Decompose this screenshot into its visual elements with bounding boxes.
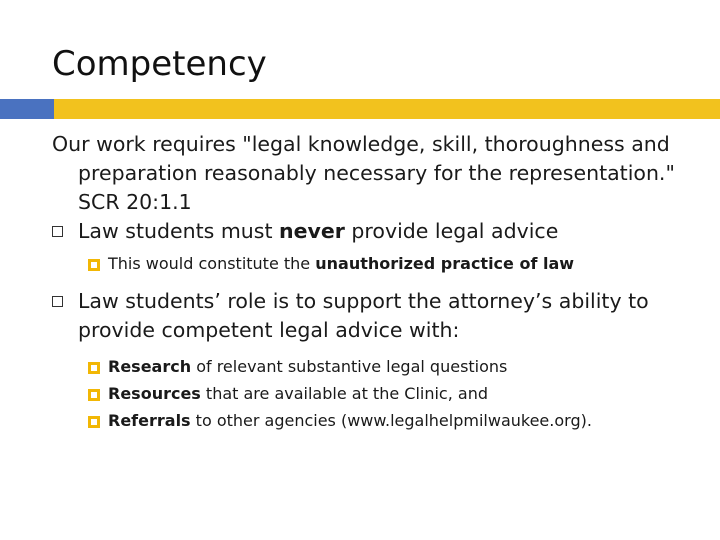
title-rule-blue (0, 99, 54, 119)
slide-body (52, 130, 692, 432)
square-bullet-icon (88, 259, 100, 271)
square-bullet-icon (88, 362, 100, 374)
square-bullet-icon (88, 389, 100, 401)
bullet-student-role (52, 287, 692, 345)
sub-bullet-text-before: This would constitute the (108, 254, 316, 273)
square-bullet-icon (88, 416, 100, 428)
sub-bullet-research (52, 355, 692, 378)
bullet-text-after: provide legal advice (344, 219, 559, 243)
sub-bullet-text-bold: unauthorized practice of law (315, 254, 575, 273)
bullet-text-before: Law students must (78, 219, 280, 243)
sub-bullet-rest: to other agencies (www.legalhelpmilwaukee.org). (190, 411, 592, 430)
bullet-never-advice (52, 217, 692, 246)
bullet-text-bold: never (279, 219, 345, 243)
sub-bullet-rest: of relevant substantive legal questions (191, 357, 508, 376)
sub-bullet-referrals (52, 409, 692, 432)
bullet-text: Law students’ role is to support the attorney’s ability to provide competent legal advice with: (78, 289, 649, 342)
title-rule-gold (54, 99, 720, 119)
sub-bullet-rest: that are available at the Clinic, and (200, 384, 488, 403)
intro-paragraph: Our work requires "legal knowledge, skill, thoroughness and preparation reasonably necessary for the representation." SCR 20:1.1 (52, 132, 675, 214)
sub-bullet-bold: Research (108, 357, 192, 376)
slide-title: Competency (52, 44, 267, 84)
box-bullet-icon (52, 296, 63, 307)
sub-bullet-resources (52, 382, 692, 405)
sub-bullet-unauthorized (52, 252, 692, 275)
box-bullet-icon (52, 226, 63, 237)
sub-bullet-bold: Referrals (108, 411, 191, 430)
sub-bullet-bold: Resources (108, 384, 201, 403)
